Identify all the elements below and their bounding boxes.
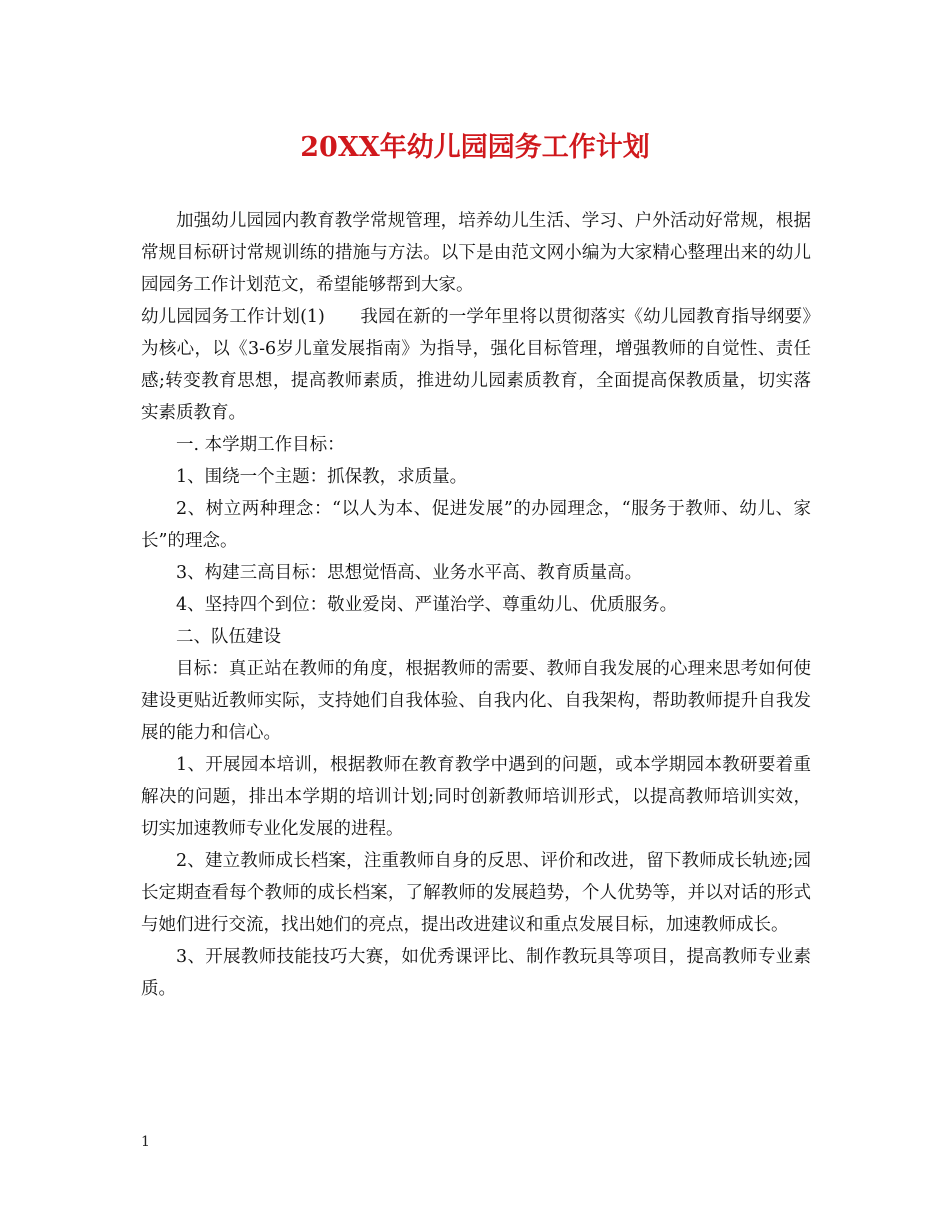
plan-heading-paragraph: 幼儿园园务工作计划(1) 我园在新的一学年里将以贯彻落实《幼儿园教育指导纲要》为核心，以《3-6岁儿童发展指南》为指导，强化目标管理，增强教师的自觉性、责任感;转变教育思想，提高教师素质，推进幼儿园素质教育，全面提高保教质量，切实落实素质教育。 <box>141 307 811 423</box>
document-body <box>141 205 811 1005</box>
page-number: 1 <box>141 1134 150 1150</box>
intro-paragraph: 加强幼儿园园内教育教学常规管理，培养幼儿生活、学习、户外活动好常规，根据常规目标研讨常规训练的措施与方法。以下是由范文网小编为大家精心整理出来的幼儿园园务工作计划范文，希望能够帮到大家。 <box>141 211 811 295</box>
team-item-2: 2、建立教师成长档案，注重教师自身的反思、评价和改进，留下教师成长轨迹;园长定期查看每个教师的成长档案，了解教师的发展趋势，个人优势等，并以对话的形式与她们进行交流，找出她们的亮点，提出改进建议和重点发展目标，加速教师成长。 <box>141 851 811 935</box>
document-title: 20XX年幼儿园园务工作计划 <box>300 132 650 163</box>
section-heading-team: 二、队伍建设 <box>176 627 281 647</box>
goal-item-2: 2、树立两种理念：“以人为本、促进发展”的办园理念，“服务于教师、幼儿、家长”的理念。 <box>141 499 811 551</box>
goal-item-4: 4、坚持四个到位：敬业爱岗、严谨治学、尊重幼儿、优质服务。 <box>176 595 678 615</box>
section-heading-goals: 一. 本学期工作目标： <box>176 435 345 455</box>
goal-item-1: 1、围绕一个主题：抓保教，求质量。 <box>176 467 468 487</box>
team-item-1: 1、开展园本培训，根据教师在教育教学中遇到的问题，或本学期园本教研要着重解决的问题，排出本学期的培训计划;同时创新教师培训形式，以提高教师培训实效，切实加速教师专业化发展的进程。 <box>141 755 811 839</box>
team-goal-paragraph: 目标：真正站在教师的角度，根据教师的需要、教师自我发展的心理来思考如何使建设更贴近教师实际，支持她们自我体验、自我内化、自我架构，帮助教师提升自我发展的能力和信心。 <box>141 659 811 743</box>
team-item-3: 3、开展教师技能技巧大赛，如优秀课评比、制作教玩具等项目，提高教师专业素质。 <box>141 947 811 999</box>
goal-item-3: 3、构建三高目标：思想觉悟高、业务水平高、教育质量高。 <box>176 563 643 583</box>
